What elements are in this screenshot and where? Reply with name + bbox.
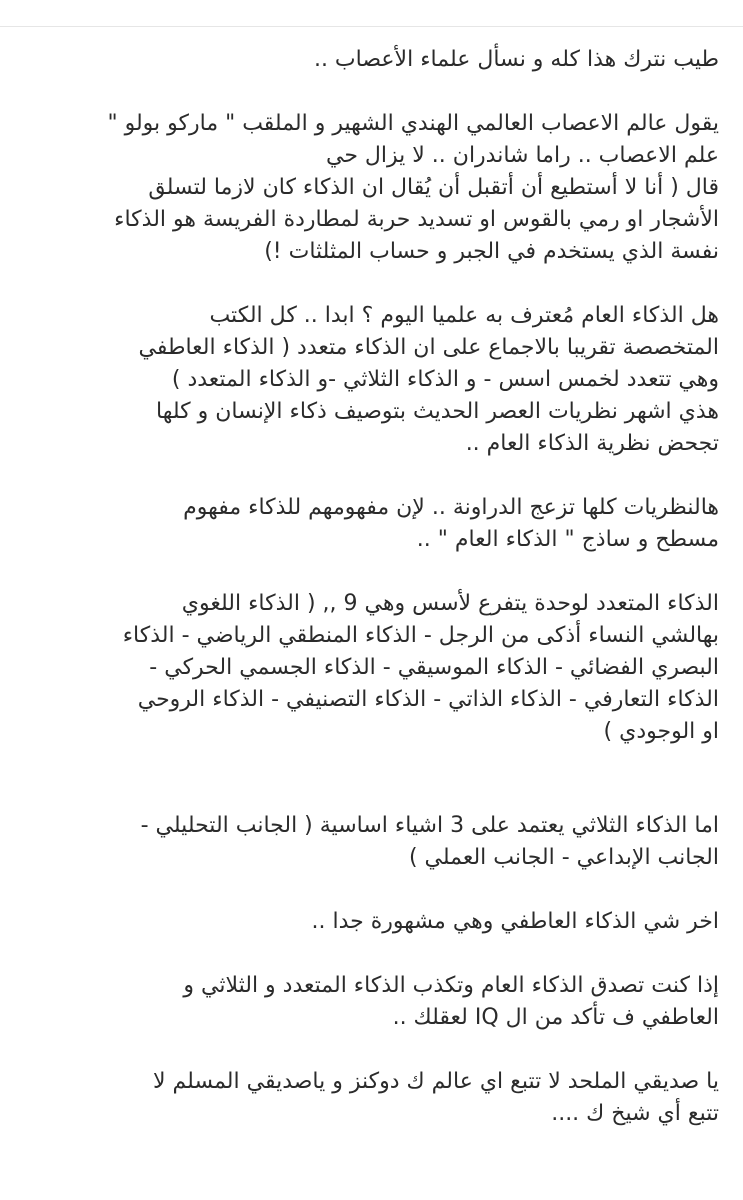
- text-line: او الوجودي ): [603, 719, 719, 744]
- paragraph-8: [39, 970, 719, 1034]
- paragraph-2: [39, 108, 719, 268]
- text-line: يقول عالم الاعصاب العالمي الهندي الشهير و الملقب " ماركو بولو ": [107, 111, 719, 136]
- text-line: علم الاعصاب .. راما شاندران .. لا يزال حي: [325, 143, 719, 168]
- text-line: الذكاء المتعدد لوحدة يتفرع لأسس وهي 9 ,, ( الذكاء اللغوي: [181, 591, 719, 616]
- document-body: [39, 44, 719, 1130]
- text-line: هل الذكاء العام مُعترف به علميا اليوم ؟ ابدا .. كل الكتب: [209, 303, 719, 328]
- text-line: المتخصصة تقريبا بالاجماع على ان الذكاء متعدد ( الذكاء العاطفي: [138, 335, 719, 360]
- text-line: الأشجار او رمي بالقوس او تسديد حربة لمطاردة الفريسة هو الذكاء: [114, 207, 719, 232]
- text-line: العاطفي ف تأكد من ال IQ لعقلك ..: [392, 1005, 719, 1030]
- text-line: الجانب الإبداعي - الجانب العملي ): [408, 845, 719, 870]
- text-line: طيب نترك هذا كله و نسأل علماء الأعصاب ..: [313, 47, 719, 72]
- text-line: هذي اشهر نظريات العصر الحديث بتوصيف ذكاء الإنسان و كلها: [156, 399, 719, 424]
- paragraph-3: [39, 300, 719, 460]
- text-line: هالنظريات كلها تزعج الدراونة .. لإن مفهومهم للذكاء مفهوم: [183, 495, 719, 520]
- text-line: الذكاء التعارفي - الذكاء الذاتي - الذكاء التصنيفي - الذكاء الروحي: [137, 687, 719, 712]
- text-line: نفسة الذي يستخدم في الجبر و حساب المثلثات !): [264, 239, 719, 264]
- text-line: اخر شي الذكاء العاطفي وهي مشهورة جدا ..: [311, 909, 719, 934]
- text-line: وهي تتعدد لخمس اسس - و الذكاء الثلاثي -و الذكاء المتعدد ): [171, 367, 719, 392]
- text-line: البصري الفضائي - الذكاء الموسيقي - الذكاء الجسمي الحركي -: [149, 655, 719, 680]
- paragraph-6: [39, 810, 719, 874]
- paragraph-5: [39, 588, 719, 748]
- paragraph-4: [39, 492, 719, 556]
- text-line: إذا كنت تصدق الذكاء العام وتكذب الذكاء المتعدد و الثلاثي و: [183, 973, 719, 998]
- text-line: تجحض نظرية الذكاء العام ..: [465, 431, 719, 456]
- paragraph-1: [39, 44, 719, 76]
- text-line: مسطح و ساذج " الذكاء العام " ..: [416, 527, 719, 552]
- paragraph-7: [39, 906, 719, 938]
- top-bar: [0, 0, 743, 27]
- text-line: اما الذكاء الثلاثي يعتمد على 3 اشياء اساسية ( الجانب التحليلي -: [140, 813, 719, 838]
- text-line: يا صديقي الملحد لا تتبع اي عالم ك دوكنز و ياصديقي المسلم لا: [153, 1069, 719, 1094]
- paragraph-9: [39, 1066, 719, 1130]
- text-line: بهالشي النساء أذكى من الرجل - الذكاء المنطقي الرياضي - الذكاء: [122, 623, 719, 648]
- text-line: تتبع أي شيخ ك ....: [551, 1101, 719, 1126]
- text-line: قال ( أنا لا أستطيع أن أتقبل أن يُقال ان الذكاء كان لازما لتسلق: [148, 175, 719, 200]
